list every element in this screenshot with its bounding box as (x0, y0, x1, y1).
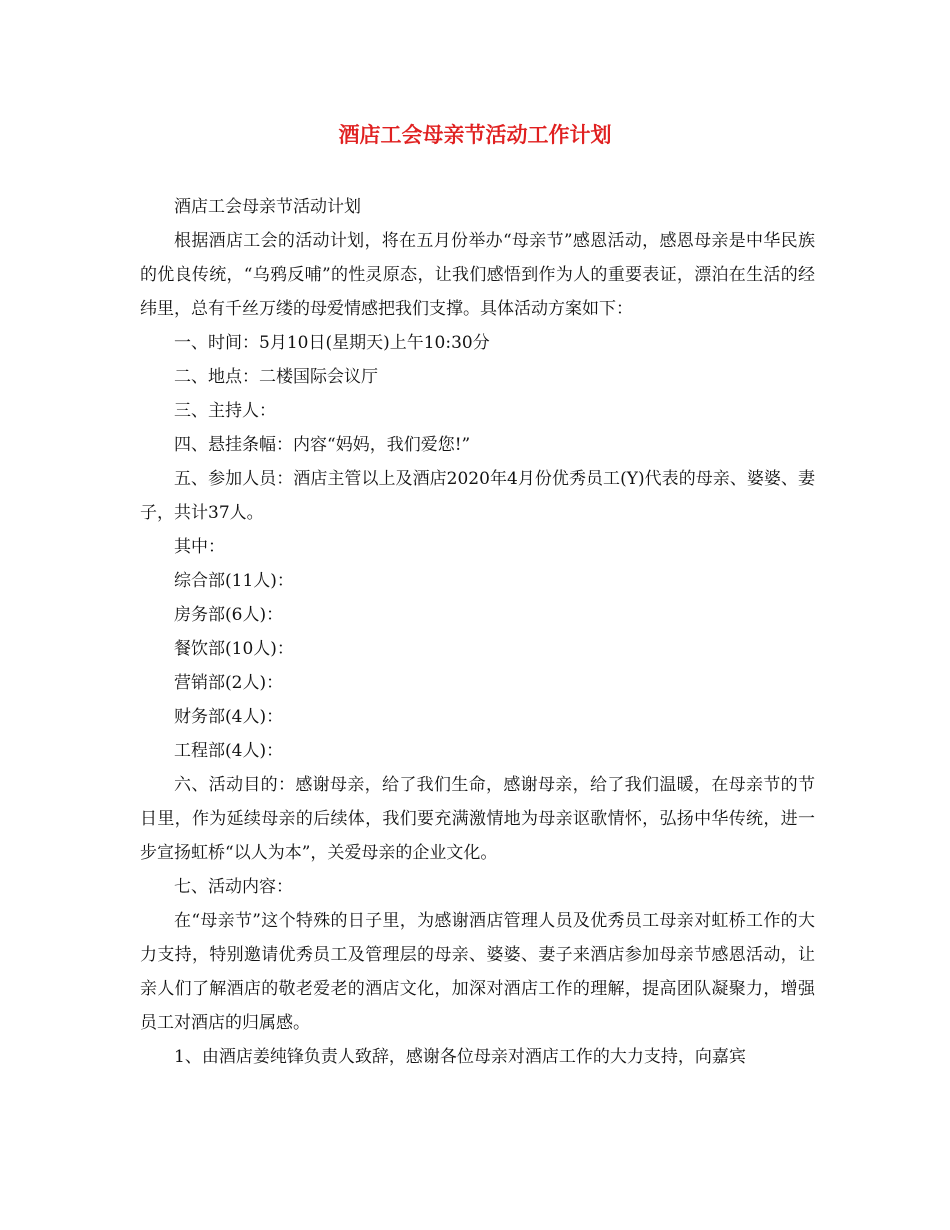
paragraph-location: 二、地点：二楼国际会议厅 (174, 367, 378, 387)
paragraph-dept-finance: 财务部(4人)： (174, 707, 284, 727)
paragraph-among: 其中： (174, 537, 225, 557)
paragraph-dept-rooms: 房务部(6人)： (174, 605, 284, 625)
paragraph-subtitle: 酒店工会母亲节活动计划 (174, 197, 361, 217)
paragraph-item-1: 1、由酒店姜纯锋负责人致辞，感谢各位母亲对酒店工作的大力支持，向嘉宾 (174, 1047, 746, 1067)
document-title: 酒店工会母亲节活动工作计划 (338, 122, 612, 147)
paragraph-participants: 五、参加人员：酒店主管以上及酒店2020年4月份优秀员工(Y)代表的母亲、婆婆、妻子，共计37人。 (140, 469, 815, 523)
paragraph-dept-general: 综合部(11人)： (174, 571, 294, 591)
paragraph-purpose: 六、活动目的：感谢母亲，给了我们生命，感谢母亲，给了我们温暖，在母亲节的节日里，作为延续母亲的后续体，我们要充满激情地为母亲讴歌情怀，弘扬中华传统，进一步宣扬虹桥“以人为本”，关爱母亲的企业文化。 (140, 775, 815, 863)
paragraph-dept-marketing: 营销部(2人)： (174, 673, 284, 693)
document-body (140, 190, 815, 1074)
paragraph-time: 一、时间：5月10日(星期天)上午10:30分 (174, 333, 490, 353)
paragraph-content-heading: 七、活动内容： (174, 877, 293, 897)
paragraph-content: 在“母亲节”这个特殊的日子里，为感谢酒店管理人员及优秀员工母亲对虹桥工作的大力支持，特别邀请优秀员工及管理层的母亲、婆婆、妻子来酒店参加母亲节感恩活动，让亲人们了解酒店的敬老爱老的酒店文化，加深对酒店工作的理解，提高团队凝聚力，增强员工对酒店的归属感。 (140, 911, 815, 1033)
paragraph-host: 三、主持人： (174, 401, 276, 421)
paragraph-banner: 四、悬挂条幅：内容“妈妈，我们爱您!” (174, 435, 471, 455)
paragraph-intro: 根据酒店工会的活动计划，将在五月份举办“母亲节”感恩活动，感恩母亲是中华民族的优良传统，“乌鸦反哺”的性灵原态，让我们感悟到作为人的重要表证，漂泊在生活的经纬里，总有千丝万缕的母爱情感把我们支撑。具体活动方案如下： (140, 231, 815, 319)
paragraph-dept-engineering: 工程部(4人)： (174, 741, 284, 761)
paragraph-dept-catering: 餐饮部(10人)： (174, 639, 294, 659)
